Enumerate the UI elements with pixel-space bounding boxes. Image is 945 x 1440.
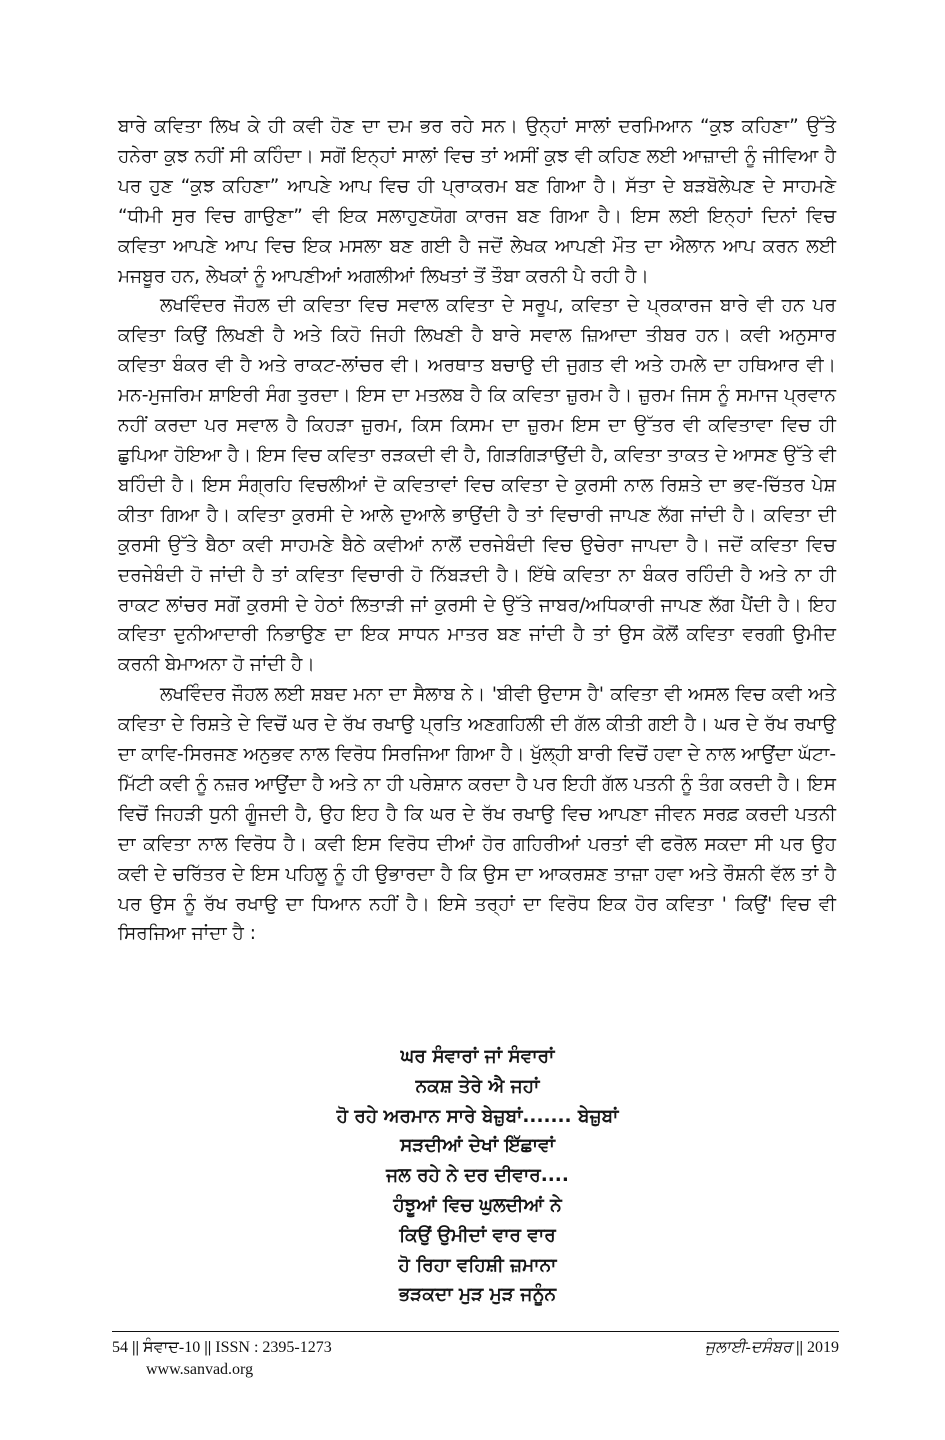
poem-line: ਹੋ ਰਿਹਾ ਵਹਿਸ਼ੀ ਜ਼ਮਾਨਾ: [398, 1254, 557, 1276]
issue-year: 2019: [807, 1339, 839, 1356]
footer-separator: ||: [204, 1339, 212, 1356]
issn-number: ISSN : 2395-1273: [215, 1339, 332, 1356]
poem-line: ਹੰਝੂਆਂ ਵਿਚ ਘੁਲਦੀਆਂ ਨੇ: [393, 1194, 562, 1216]
page-number: 54: [112, 1339, 128, 1356]
poem-line: ਜਲ ਰਹੇ ਨੇ ਦਰ ਦੀਵਾਰ....: [386, 1165, 569, 1187]
footer-left: [112, 1339, 332, 1357]
footer-separator: ||: [795, 1339, 803, 1356]
journal-name: ਸੰਵਾਦ-10: [143, 1339, 201, 1356]
website-link[interactable]: www.sanvad.org: [146, 1361, 254, 1378]
poem-line: ਹੋ ਰਹੇ ਅਰਮਾਨ ਸਾਰੇ ਬੇਜ਼ੁਬਾਂ....... ਬੇਜ਼ੁਬਾਂ: [336, 1105, 619, 1127]
paragraph: ਬਾਰੇ ਕਵਿਤਾ ਲਿਖ ਕੇ ਹੀ ਕਵੀ ਹੋਣ ਦਾ ਦਮ ਭਰ ਰਹੇ ਸਨ। ਉਨ੍ਹਾਂ ਸਾਲਾਂ ਦਰਮਿਆਨ “ਕੁਝ ਕਹਿਣਾ” ਉੱਤੇ ਹਨੇਰਾ ਕੁਝ ਨਹੀਂ ਸੀ ਕਹਿੰਦਾ। ਸਗੋਂ ਇਨ੍ਹਾਂ ਸਾਲਾਂ ਵਿਚ ਤਾਂ ਅਸੀਂ ਕੁਝ ਵੀ ਕਹਿਣ ਲਈ ਆਜ਼ਾਦੀ ਨੂੰ ਜੀਵਿਆ ਹੈ ਪਰ ਹੁਣ “ਕੁਝ ਕਹਿਣਾ” ਆਪਣੇ ਆਪ ਵਿਚ ਹੀ ਪ੍ਰਾਕਰਮ ਬਣ ਗਿਆ ਹੈ। ਸੱਤਾ ਦੇ ਬੜਬੋਲੇਪਣ ਦੇ ਸਾਹਮਣੇ “ਧੀਮੀ ਸੁਰ ਵਿਚ ਗਾਉਣਾ” ਵੀ ਇਕ ਸਲਾਹੁਣਯੋਗ ਕਾਰਜ ਬਣ ਗਿਆ ਹੈ। ਇਸ ਲਈ ਇਨ੍ਹਾਂ ਦਿਨਾਂ ਵਿਚ ਕਵਿਤਾ ਆਪਣੇ ਆਪ ਵਿਚ ਇਕ ਮਸਲਾ ਬਣ ਗਈ ਹੈ ਜਦੋਂ ਲੇਖਕ ਆਪਣੀ ਮੌਤ ਦਾ ਐਲਾਨ ਆਪ ਕਰਨ ਲਈ ਮਜਬੂਰ ਹਨ, ਲੇਖਕਾਂ ਨੂੰ ਆਪਣੀਆਂ ਅਗਲੀਆਂ ਲਿਖਤਾਂ ਤੋਂ ਤੌਬਾ ਕਰਨੀ ਪੈ ਰਹੀ ਹੈ।: [118, 116, 836, 287]
poem-line: ਭੜਕਦਾ ਮੁੜ ਮੁੜ ਜਨੂੰਨ: [398, 1284, 557, 1306]
poem-line: ਸੜਦੀਆਂ ਦੇਖਾਂ ਇੱਛਾਵਾਂ: [400, 1135, 555, 1157]
poem-quote: [300, 1042, 655, 1310]
poem-line: ਕਿਉਂ ਉਮੀਦਾਂ ਵਾਰ ਵਾਰ: [399, 1224, 556, 1246]
poem-line: ਘਰ ਸੰਵਾਰਾਂ ਜਾਂ ਸੰਵਾਰਾਂ: [400, 1046, 555, 1067]
issue-period: ਜੁਲਾਈ-ਦਸੰਬਰ: [704, 1339, 792, 1356]
article-body: [118, 112, 836, 949]
footer-divider: [112, 1331, 839, 1332]
paragraph: ਲਖਵਿੰਦਰ ਜੌਹਲ ਲਈ ਸ਼ਬਦ ਮਨਾ ਦਾ ਸੈਲਾਬ ਨੇ। 'ਬੀਵੀ ਉਦਾਸ ਹੈ' ਕਵਿਤਾ ਵੀ ਅਸਲ ਵਿਚ ਕਵੀ ਅਤੇ ਕਵਿਤਾ ਦੇ ਰਿਸ਼ਤੇ ਦੇ ਵਿਚੋਂ ਘਰ ਦੇ ਰੱਖ ਰਖਾਉ ਪ੍ਰਤਿ ਅਣਗਹਿਲੀ ਦੀ ਗੱਲ ਕੀਤੀ ਗਈ ਹੈ। ਘਰ ਦੇ ਰੱਖ ਰਖਾਉ ਦਾ ਕਾਵਿ-ਸਿਰਜਣ ਅਨੁਭਵ ਨਾਲ ਵਿਰੋਧ ਸਿਰਜਿਆ ਗਿਆ ਹੈ। ਖੁੱਲ੍ਹੀ ਬਾਰੀ ਵਿਚੋਂ ਹਵਾ ਦੇ ਨਾਲ ਆਉਂਦਾ ਘੱਟਾ-ਮਿੱਟੀ ਕਵੀ ਨੂੰ ਨਜ਼ਰ ਆਉਂਦਾ ਹੈ ਅਤੇ ਨਾ ਹੀ ਪਰੇਸ਼ਾਨ ਕਰਦਾ ਹੈ ਪਰ ਇਹੀ ਗੱਲ ਪਤਨੀ ਨੂੰ ਤੰਗ ਕਰਦੀ ਹੈ। ਇਸ ਵਿਚੋਂ ਜਿਹੜੀ ਧੁਨੀ ਗੂੰਜਦੀ ਹੈ, ਉਹ ਇਹ ਹੈ ਕਿ ਘਰ ਦੇ ਰੱਖ ਰਖਾਉ ਵਿਚ ਆਪਣਾ ਜੀਵਨ ਸਰਫ਼ ਕਰਦੀ ਪਤਨੀ ਦਾ ਕਵਿਤਾ ਨਾਲ ਵਿਰੋਧ ਹੈ। ਕਵੀ ਇਸ ਵਿਰੋਧ ਦੀਆਂ ਹੋਰ ਗਹਿਰੀਆਂ ਪਰਤਾਂ ਵੀ ਫਰੋਲ ਸਕਦਾ ਸੀ ਪਰ ਉਹ ਕਵੀ ਦੇ ਚਰਿੱਤਰ ਦੇ ਇਸ ਪਹਿਲੂ ਨੂੰ ਹੀ ਉਭਾਰਦਾ ਹੈ ਕਿ ਉਸ ਦਾ ਆਕਰਸ਼ਣ ਤਾਜ਼ਾ ਹਵਾ ਅਤੇ ਰੌਸ਼ਨੀ ਵੱਲ ਤਾਂ ਹੈ ਪਰ ਉਸ ਨੂੰ ਰੱਖ ਰਖਾਉ ਦਾ ਧਿਆਨ ਨਹੀਂ ਹੈ। ਇਸੇ ਤਰ੍ਹਾਂ ਦਾ ਵਿਰੋਧ ਇਕ ਹੋਰ ਕਵਿਤਾ ' ਕਿਉਂ' ਵਿਚ ਵੀ ਸਿਰਜਿਆ ਜਾਂਦਾ ਹੈ :: [118, 684, 836, 945]
paragraph: ਲਖਵਿੰਦਰ ਜੌਹਲ ਦੀ ਕਵਿਤਾ ਵਿਚ ਸਵਾਲ ਕਵਿਤਾ ਦੇ ਸਰੂਪ, ਕਵਿਤਾ ਦੇ ਪ੍ਰਕਾਰਜ ਬਾਰੇ ਵੀ ਹਨ ਪਰ ਕਵਿਤਾ ਕਿਉਂ ਲਿਖਣੀ ਹੈ ਅਤੇ ਕਿਹੋ ਜਿਹੀ ਲਿਖਣੀ ਹੈ ਬਾਰੇ ਸਵਾਲ ਜ਼ਿਆਦਾ ਤੀਬਰ ਹਨ। ਕਵੀ ਅਨੁਸਾਰ ਕਵਿਤਾ ਬੰਕਰ ਵੀ ਹੈ ਅਤੇ ਰਾਕਟ-ਲਾਂਚਰ ਵੀ। ਅਰਥਾਤ ਬਚਾਉ ਦੀ ਜੁਗਤ ਵੀ ਅਤੇ ਹਮਲੇ ਦਾ ਹਥਿਆਰ ਵੀ। ਮਨ-ਮੁਜਰਿਮ ਸ਼ਾਇਰੀ ਸੰਗ ਤੁਰਦਾ। ਇਸ ਦਾ ਮਤਲਬ ਹੈ ਕਿ ਕਵਿਤਾ ਜ਼ੁਰਮ ਹੈ। ਜ਼ੁਰਮ ਜਿਸ ਨੂੰ ਸਮਾਜ ਪ੍ਰਵਾਨ ਨਹੀਂ ਕਰਦਾ ਪਰ ਸਵਾਲ ਹੈ ਕਿਹੜਾ ਜ਼ੁਰਮ, ਕਿਸ ਕਿਸਮ ਦਾ ਜ਼ੁਰਮ ਇਸ ਦਾ ਉੱਤਰ ਵੀ ਕਵਿਤਾਵਾ ਵਿਚ ਹੀ ਛੁਪਿਆ ਹੋਇਆ ਹੈ। ਇਸ ਵਿਚ ਕਵਿਤਾ ਰੜਕਦੀ ਵੀ ਹੈ, ਗਿੜਗਿੜਾਉਂਦੀ ਹੈ, ਕਵਿਤਾ ਤਾਕਤ ਦੇ ਆਸਣ ਉੱਤੇ ਵੀ ਬਹਿੰਦੀ ਹੈ। ਇਸ ਸੰਗ੍ਰਹਿ ਵਿਚਲੀਆਂ ਦੋ ਕਵਿਤਾਵਾਂ ਵਿਚ ਕਵਿਤਾ ਦੇ ਕੁਰਸੀ ਨਾਲ ਰਿਸ਼ਤੇ ਦਾ ਭਵ-ਚਿੱਤਰ ਪੇਸ਼ ਕੀਤਾ ਗਿਆ ਹੈ। ਕਵਿਤਾ ਕੁਰਸੀ ਦੇ ਆਲੇ ਦੁਆਲੇ ਭਾਉਂਦੀ ਹੈ ਤਾਂ ਵਿਚਾਰੀ ਜਾਪਣ ਲੱਗ ਜਾਂਦੀ ਹੈ। ਕਵਿਤਾ ਦੀ ਕੁਰਸੀ ਉੱਤੇ ਬੈਠਾ ਕਵੀ ਸਾਹਮਣੇ ਬੈਠੇ ਕਵੀਆਂ ਨਾਲੋਂ ਦਰਜੇਬੰਦੀ ਵਿਚ ਉਚੇਰਾ ਜਾਪਦਾ ਹੈ। ਜਦੋਂ ਕਵਿਤਾ ਵਿਚ ਦਰਜੇਬੰਦੀ ਹੋ ਜਾਂਦੀ ਹੈ ਤਾਂ ਕਵਿਤਾ ਵਿਚਾਰੀ ਹੋ ਨਿੱਬੜਦੀ ਹੈ। ਇੱਥੇ ਕਵਿਤਾ ਨਾ ਬੰਕਰ ਰਹਿੰਦੀ ਹੈ ਅਤੇ ਨਾ ਹੀ ਰਾਕਟ ਲਾਂਚਰ ਸਗੋਂ ਕੁਰਸੀ ਦੇ ਹੇਠਾਂ ਲਿਤਾੜੀ ਜਾਂ ਕੁਰਸੀ ਦੇ ਉੱਤੇ ਜਾਬਰ/ਅਧਿਕਾਰੀ ਜਾਪਣ ਲੱਗ ਪੈਂਦੀ ਹੈ। ਇਹ ਕਵਿਤਾ ਦੁਨੀਆਦਾਰੀ ਨਿਭਾਉਣ ਦਾ ਇਕ ਸਾਧਨ ਮਾਤਰ ਬਣ ਜਾਂਦੀ ਹੈ ਤਾਂ ਉਸ ਕੋਲੋਂ ਕਵਿਤਾ ਵਰਗੀ ਉਮੀਦ ਕਰਨੀ ਬੇਮਾਅਨਾ ਹੋ ਜਾਂਦੀ ਹੈ।: [118, 295, 836, 676]
poem-line: ਨਕਸ਼ ਤੇਰੇ ਐ ਜਹਾਂ: [415, 1075, 540, 1097]
footer-separator: ||: [132, 1339, 140, 1356]
footer-right: [705, 1339, 839, 1357]
